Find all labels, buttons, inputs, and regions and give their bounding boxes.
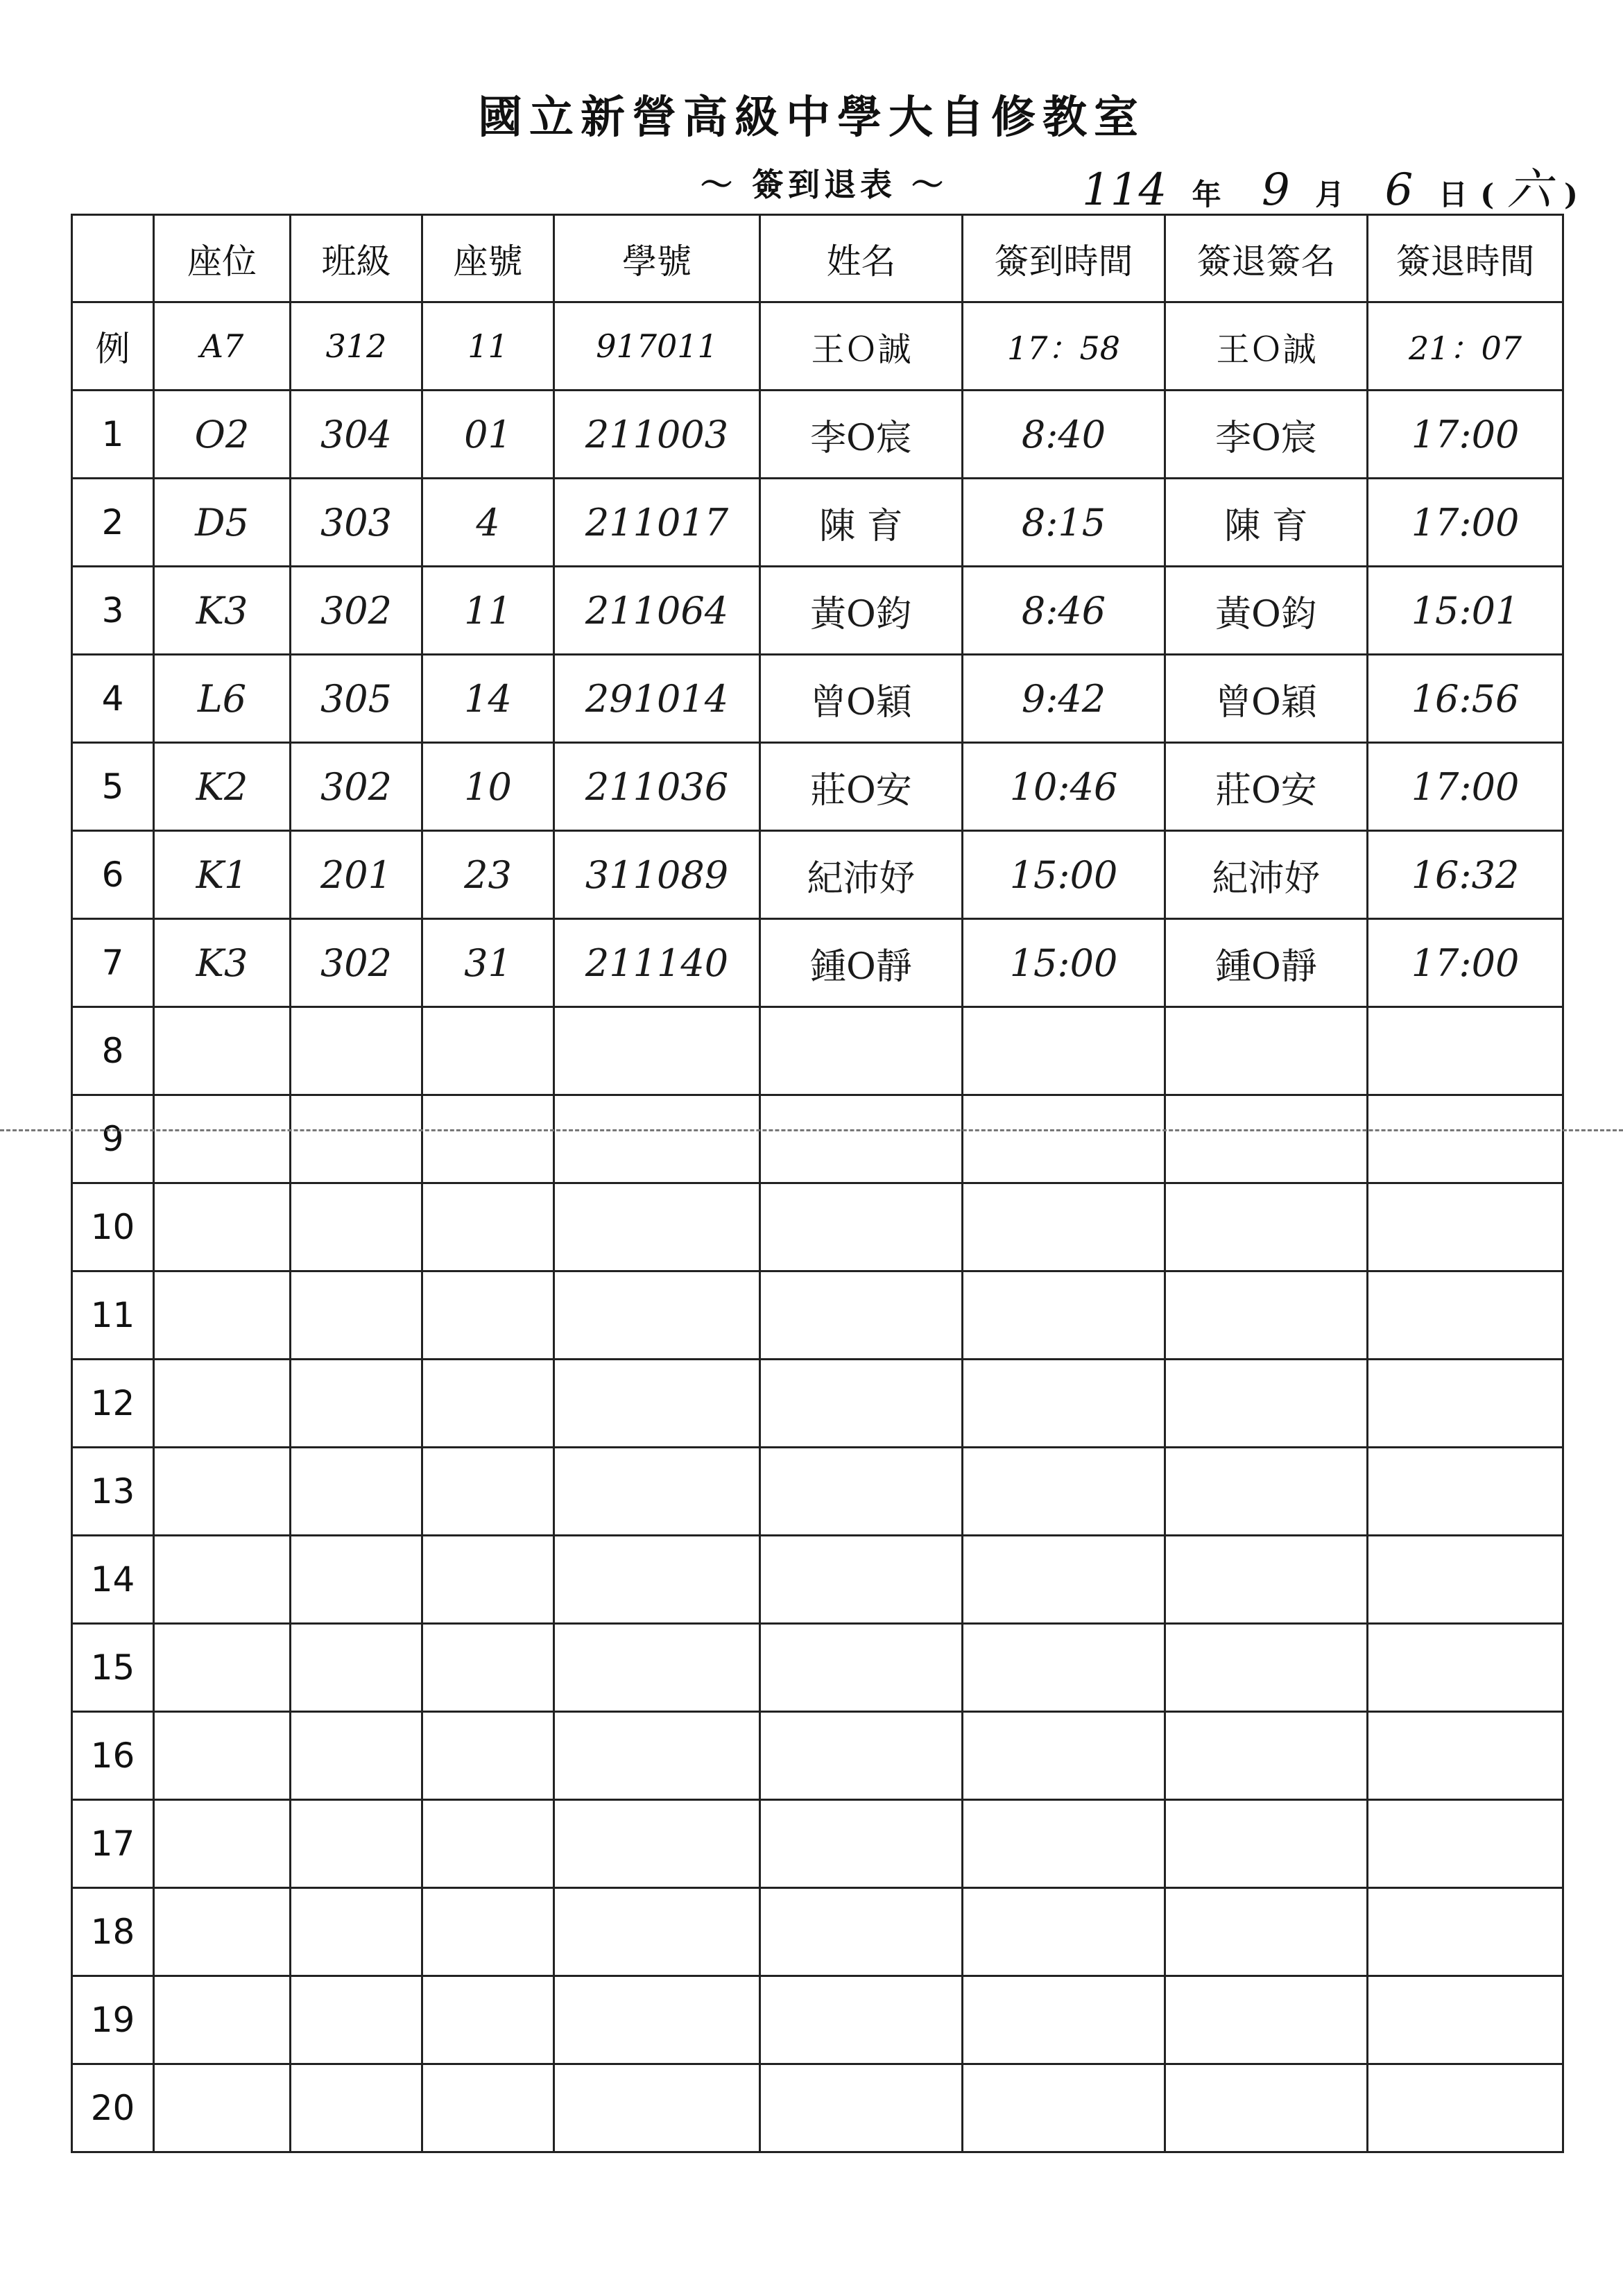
row-name <box>760 1536 963 1624</box>
row-name: 曾O穎 <box>760 655 963 743</box>
col-header-student-id: 學號 <box>554 215 760 302</box>
row-sign-in-time <box>963 1624 1165 1712</box>
row-seat <box>154 1360 291 1448</box>
date-month-label: 月 <box>1315 178 1345 212</box>
row-student-id <box>554 1712 760 1800</box>
table-row <box>72 391 1563 479</box>
table-row <box>72 1183 1563 1271</box>
row-student-id: 211064 <box>554 567 760 655</box>
row-seat-number <box>422 1888 554 1976</box>
row-seat <box>154 1712 291 1800</box>
row-seat-number <box>422 1976 554 2064</box>
table-row <box>72 919 1563 1007</box>
row-sign-out-signature <box>1165 1800 1368 1888</box>
row-student-id: 211140 <box>554 919 760 1007</box>
row-sign-out-time <box>1368 1976 1563 2064</box>
table-row <box>72 1712 1563 1800</box>
row-seat: D5 <box>154 479 291 567</box>
row-class <box>291 1536 422 1624</box>
table-row <box>72 1360 1563 1448</box>
row-student-id <box>554 1183 760 1271</box>
row-seat: K1 <box>154 831 291 919</box>
row-sign-out-signature <box>1165 1712 1368 1800</box>
row-class <box>291 1448 422 1536</box>
row-sign-out-time <box>1368 1271 1563 1360</box>
row-sign-out-signature: 紀沛妤 <box>1165 831 1368 919</box>
row-sign-in-time: 9:42 <box>963 655 1165 743</box>
table-row <box>72 1624 1563 1712</box>
row-sign-in-time <box>963 1360 1165 1448</box>
row-sign-in-time: 15:00 <box>963 919 1165 1007</box>
row-number: 1 <box>72 391 154 479</box>
row-class: 304 <box>291 391 422 479</box>
row-number: 19 <box>72 1976 154 2064</box>
table-row <box>72 1007 1563 1095</box>
row-number: 6 <box>72 831 154 919</box>
example-label: 例 <box>72 302 154 391</box>
table-row <box>72 831 1563 919</box>
row-sign-out-time <box>1368 1360 1563 1448</box>
example-class: 312 <box>291 302 422 391</box>
table-row <box>72 1448 1563 1536</box>
row-number: 9 <box>72 1095 154 1183</box>
row-seat <box>154 1536 291 1624</box>
sheet-title: 國立新營高級中學大自修教室 <box>478 92 1145 144</box>
row-seat <box>154 1448 291 1536</box>
row-class: 201 <box>291 831 422 919</box>
example-seat: A7 <box>154 302 291 391</box>
row-class: 302 <box>291 567 422 655</box>
row-seat-number: 11 <box>422 567 554 655</box>
table-row <box>72 1976 1563 2064</box>
row-seat <box>154 1800 291 1888</box>
row-sign-out-time: 16:32 <box>1368 831 1563 919</box>
row-sign-in-time <box>963 1976 1165 2064</box>
col-header-sign-out-time: 簽退時間 <box>1368 215 1563 302</box>
row-sign-out-time: 17:00 <box>1368 479 1563 567</box>
row-name: 鍾O靜 <box>760 919 963 1007</box>
row-seat <box>154 1976 291 2064</box>
row-class: 302 <box>291 743 422 831</box>
row-seat <box>154 1183 291 1271</box>
row-sign-out-time: 17:00 <box>1368 919 1563 1007</box>
sign-in-out-table <box>71 214 1564 2153</box>
row-sign-out-time: 17:00 <box>1368 391 1563 479</box>
row-number: 12 <box>72 1360 154 1448</box>
row-sign-out-time <box>1368 1448 1563 1536</box>
row-number: 11 <box>72 1271 154 1360</box>
row-class <box>291 1624 422 1712</box>
row-name <box>760 1448 963 1536</box>
row-seat <box>154 1888 291 1976</box>
row-seat-number <box>422 1271 554 1360</box>
row-sign-in-time <box>963 1183 1165 1271</box>
row-sign-out-time <box>1368 1712 1563 1800</box>
row-number: 5 <box>72 743 154 831</box>
example-student-id: 917011 <box>554 302 760 391</box>
row-sign-out-signature <box>1165 1360 1368 1448</box>
row-seat-number <box>422 1712 554 1800</box>
row-sign-out-signature <box>1165 1271 1368 1360</box>
row-sign-out-time <box>1368 1624 1563 1712</box>
row-sign-out-signature: 陳 育 <box>1165 479 1368 567</box>
date-year: 114 <box>1082 164 1167 216</box>
row-number: 18 <box>72 1888 154 1976</box>
row-sign-out-signature <box>1165 1448 1368 1536</box>
table-row <box>72 1888 1563 1976</box>
row-sign-out-time: 17:00 <box>1368 743 1563 831</box>
row-number: 17 <box>72 1800 154 1888</box>
row-class <box>291 1360 422 1448</box>
date-weekday: 六 <box>1506 164 1552 216</box>
row-class <box>291 1007 422 1095</box>
row-seat: L6 <box>154 655 291 743</box>
row-number: 8 <box>72 1007 154 1095</box>
row-name <box>760 1624 963 1712</box>
row-name: 黃O鈞 <box>760 567 963 655</box>
row-sign-out-signature <box>1165 1095 1368 1183</box>
row-sign-out-signature <box>1165 1976 1368 2064</box>
row-sign-in-time <box>963 1271 1165 1360</box>
row-name: 紀沛妤 <box>760 831 963 919</box>
row-seat-number <box>422 2064 554 2152</box>
row-sign-out-signature: 李O宸 <box>1165 391 1368 479</box>
row-student-id: 211003 <box>554 391 760 479</box>
col-header-name: 姓名 <box>760 215 963 302</box>
date-day-label: 日 <box>1438 178 1468 212</box>
row-name <box>760 1360 963 1448</box>
row-class: 305 <box>291 655 422 743</box>
row-seat <box>154 1095 291 1183</box>
row-number: 16 <box>72 1712 154 1800</box>
table-row <box>72 479 1563 567</box>
row-student-id <box>554 1271 760 1360</box>
row-seat <box>154 1271 291 1360</box>
table-row <box>72 1271 1563 1360</box>
row-sign-out-time: 15:01 <box>1368 567 1563 655</box>
row-sign-in-time <box>963 1448 1165 1536</box>
row-seat-number <box>422 1183 554 1271</box>
row-student-id <box>554 1624 760 1712</box>
row-student-id: 311089 <box>554 831 760 919</box>
row-sign-in-time: 10:46 <box>963 743 1165 831</box>
row-class: 302 <box>291 919 422 1007</box>
row-student-id <box>554 1888 760 1976</box>
row-sign-out-signature: 曾O穎 <box>1165 655 1368 743</box>
row-sign-in-time <box>963 1007 1165 1095</box>
row-class <box>291 1183 422 1271</box>
row-seat-number <box>422 1536 554 1624</box>
row-sign-out-signature <box>1165 1888 1368 1976</box>
row-name <box>760 1888 963 1976</box>
row-name <box>760 1800 963 1888</box>
row-student-id <box>554 1800 760 1888</box>
row-seat-number: 4 <box>422 479 554 567</box>
date-year-label: 年 <box>1192 178 1221 212</box>
col-header-sign-out-signature: 簽退簽名 <box>1165 215 1368 302</box>
row-seat <box>154 1007 291 1095</box>
row-sign-out-signature <box>1165 1183 1368 1271</box>
row-sign-out-time <box>1368 1183 1563 1271</box>
table-row <box>72 1800 1563 1888</box>
col-header-class: 班級 <box>291 215 422 302</box>
sheet-subtitle: ～ 簽到退表 ～ <box>701 166 948 203</box>
row-student-id <box>554 1007 760 1095</box>
row-number: 15 <box>72 1624 154 1712</box>
row-sign-out-time <box>1368 1007 1563 1095</box>
row-seat-number <box>422 1448 554 1536</box>
table-row <box>72 1536 1563 1624</box>
row-sign-out-signature: 莊O安 <box>1165 743 1368 831</box>
example-sign-out-name: 王Ｏ誠 <box>1165 302 1368 391</box>
row-seat-number <box>422 1095 554 1183</box>
col-header-sign-in-time: 簽到時間 <box>963 215 1165 302</box>
row-class <box>291 1888 422 1976</box>
row-student-id: 211036 <box>554 743 760 831</box>
table-row <box>72 567 1563 655</box>
row-sign-out-time <box>1368 2064 1563 2152</box>
row-student-id <box>554 1095 760 1183</box>
example-name: 王Ｏ誠 <box>760 302 963 391</box>
row-number: 3 <box>72 567 154 655</box>
row-student-id: 211017 <box>554 479 760 567</box>
row-number: 7 <box>72 919 154 1007</box>
row-sign-in-time <box>963 1712 1165 1800</box>
row-student-id <box>554 1976 760 2064</box>
row-name <box>760 1183 963 1271</box>
row-name <box>760 1271 963 1360</box>
row-seat-number: 01 <box>422 391 554 479</box>
row-name <box>760 1976 963 2064</box>
row-class <box>291 1712 422 1800</box>
date-weekday-open: ( <box>1480 178 1495 212</box>
row-class <box>291 2064 422 2152</box>
date-month: 9 <box>1262 164 1290 216</box>
row-sign-in-time: 8:46 <box>963 567 1165 655</box>
fold-line <box>0 1129 1623 1131</box>
row-seat <box>154 1624 291 1712</box>
row-student-id <box>554 1448 760 1536</box>
row-sign-out-time: 16:56 <box>1368 655 1563 743</box>
row-sign-in-time <box>963 1095 1165 1183</box>
row-sign-out-signature <box>1165 1536 1368 1624</box>
row-sign-out-time <box>1368 1888 1563 1976</box>
row-student-id <box>554 1360 760 1448</box>
row-sign-in-time: 8:15 <box>963 479 1165 567</box>
table-row <box>72 743 1563 831</box>
row-seat <box>154 2064 291 2152</box>
row-sign-out-signature <box>1165 1624 1368 1712</box>
row-sign-in-time <box>963 2064 1165 2152</box>
row-number: 2 <box>72 479 154 567</box>
row-seat: O2 <box>154 391 291 479</box>
row-sign-out-signature: 鍾O靜 <box>1165 919 1368 1007</box>
table-row <box>72 2064 1563 2152</box>
row-number: 4 <box>72 655 154 743</box>
col-header-number: 座號 <box>422 215 554 302</box>
row-class <box>291 1800 422 1888</box>
row-sign-in-time <box>963 1800 1165 1888</box>
row-seat-number <box>422 1360 554 1448</box>
row-student-id <box>554 2064 760 2152</box>
row-sign-in-time: 8:40 <box>963 391 1165 479</box>
row-sign-out-time <box>1368 1095 1563 1183</box>
row-seat-number <box>422 1007 554 1095</box>
row-student-id: 291014 <box>554 655 760 743</box>
col-header-index <box>72 215 154 302</box>
row-name <box>760 1095 963 1183</box>
row-class <box>291 1271 422 1360</box>
example-sign-out: 21：07 <box>1368 302 1563 391</box>
row-name: 莊O安 <box>760 743 963 831</box>
row-seat-number: 23 <box>422 831 554 919</box>
row-seat-number: 14 <box>422 655 554 743</box>
row-sign-out-signature <box>1165 2064 1368 2152</box>
row-sign-in-time <box>963 1888 1165 1976</box>
row-class <box>291 1976 422 2064</box>
row-number: 13 <box>72 1448 154 1536</box>
row-sign-out-signature: 黃O鈞 <box>1165 567 1368 655</box>
row-number: 20 <box>72 2064 154 2152</box>
row-student-id <box>554 1536 760 1624</box>
date-day: 6 <box>1384 164 1414 216</box>
table-row <box>72 1095 1563 1183</box>
row-number: 14 <box>72 1536 154 1624</box>
row-sign-out-time <box>1368 1536 1563 1624</box>
row-name <box>760 1712 963 1800</box>
example-sign-in: 17：58 <box>963 302 1165 391</box>
row-seat-number <box>422 1800 554 1888</box>
row-name: 李O宸 <box>760 391 963 479</box>
table-row <box>72 655 1563 743</box>
date-weekday-close: ) <box>1564 178 1578 212</box>
row-sign-in-time <box>963 1536 1165 1624</box>
row-seat: K2 <box>154 743 291 831</box>
row-seat-number: 31 <box>422 919 554 1007</box>
row-seat-number: 10 <box>422 743 554 831</box>
col-header-seat: 座位 <box>154 215 291 302</box>
row-sign-in-time: 15:00 <box>963 831 1165 919</box>
row-seat: K3 <box>154 919 291 1007</box>
row-class <box>291 1095 422 1183</box>
row-class: 303 <box>291 479 422 567</box>
row-seat-number <box>422 1624 554 1712</box>
example-number: 11 <box>422 302 554 391</box>
row-name <box>760 1007 963 1095</box>
row-number: 10 <box>72 1183 154 1271</box>
row-sign-out-time <box>1368 1800 1563 1888</box>
row-seat: K3 <box>154 567 291 655</box>
example-row <box>72 302 1563 391</box>
date-line <box>1082 154 1578 218</box>
row-name <box>760 2064 963 2152</box>
header-row <box>72 215 1563 302</box>
row-sign-out-signature <box>1165 1007 1368 1095</box>
row-name: 陳 育 <box>760 479 963 567</box>
